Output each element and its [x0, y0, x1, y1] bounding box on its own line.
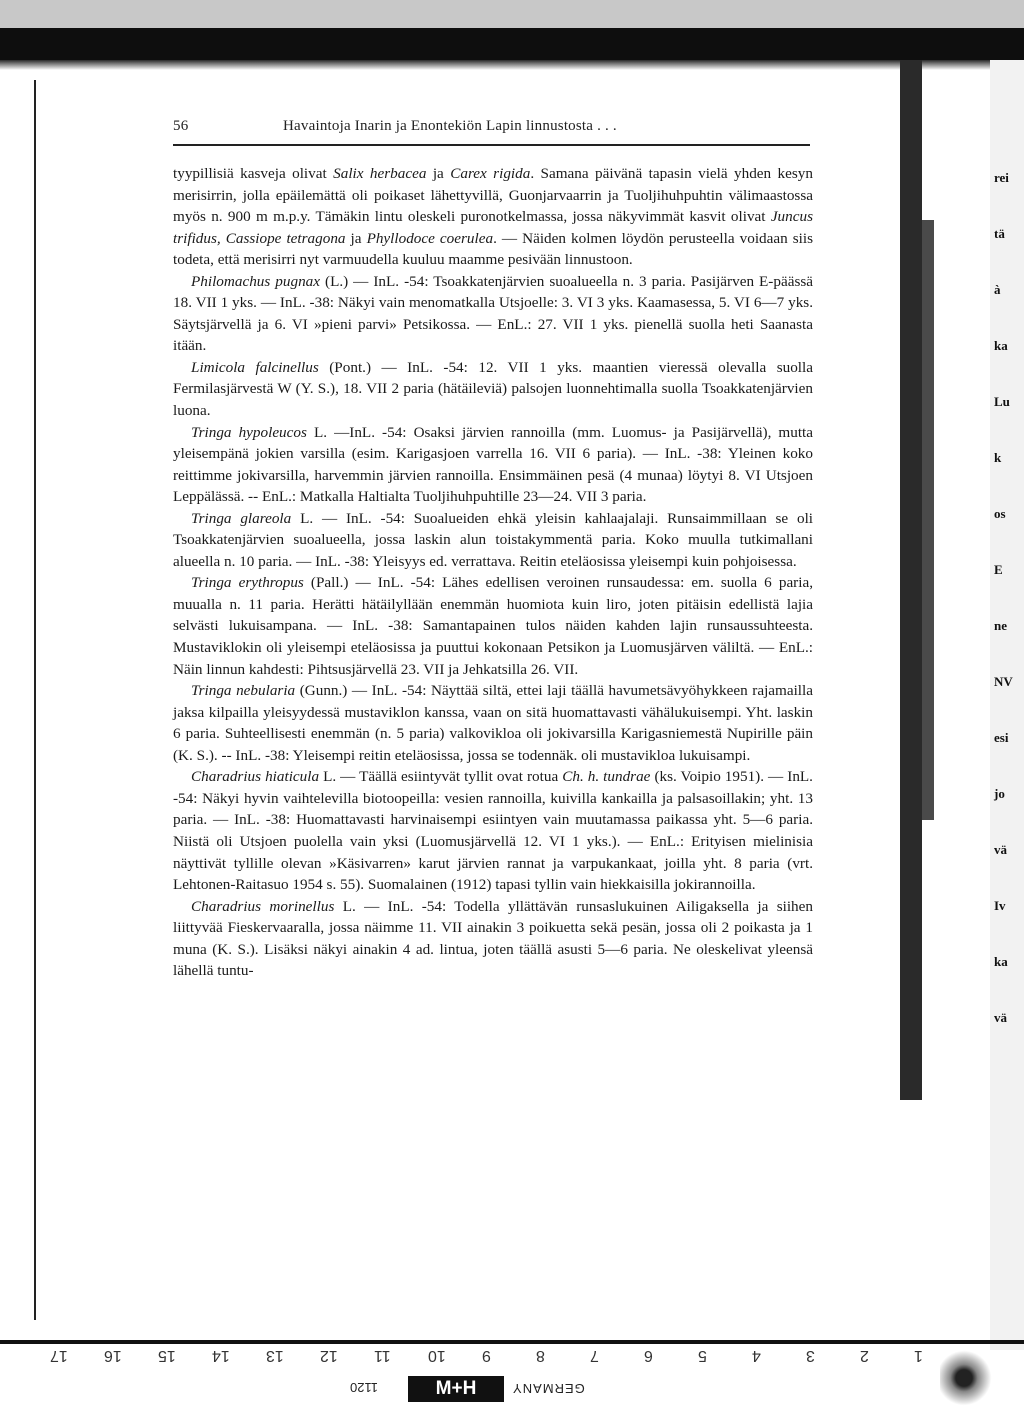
scan-top-edge: [0, 0, 1024, 28]
species-name: Carex rigida: [450, 165, 531, 182]
paragraph: [173, 896, 813, 982]
bleed-fragment: vä: [994, 842, 1007, 857]
scan-left-edge-line: [34, 80, 36, 1320]
bleed-fragment: tä: [994, 226, 1005, 241]
bleed-fragment: ne: [994, 618, 1007, 633]
ruler-number: 15: [158, 1347, 176, 1364]
bleed-fragment: jo: [994, 786, 1005, 801]
ruler-number: 14: [212, 1347, 230, 1364]
bleed-fragment: Iv: [994, 898, 1006, 913]
species-name: Tringa erythropus: [191, 574, 304, 592]
ruler-number: 3: [806, 1347, 815, 1364]
text-run: . — Näiden kolmen löydön perusteella voidaan siis todeta, että merisirri nyt varmuudella kuuluu maamme pesivään linnustoon.: [173, 229, 814, 269]
paragraph: [173, 766, 813, 895]
text-run: L. — InL. -54: Todella yllättävän runsaslukuinen Ailigaksella ja siihen liittyvää Fieskervaaralla, jossa näimme 11. VII ainakin 3 poikuetta sekä pesän, jossa oli 2 poikasta ja 1 muna (K. S.). Lisäksi näkyi ainakin 4 ad. lintua, joten täällä asusti 5—6 paria. Ne oleskelivat yleensä lähellä tuntu-: [173, 897, 813, 980]
ruler-number: 16: [104, 1347, 122, 1364]
species-name: Tringa hypoleucos: [191, 423, 307, 441]
ruler-number: 9: [482, 1347, 491, 1364]
next-page-strip: [990, 60, 1024, 1350]
species-name: Charadrius morinellus: [191, 897, 335, 915]
paragraph: [173, 572, 813, 680]
text-run: (Pall.) — InL. -54: Lähes edellisen veroinen runsaudessa: em. suolla 6 paria, muualla n. 11 paria. Herätti hätäilyllään enemmän huomiota kuin liro, joten pitäisin edellistä lajia selvästi lukuisampana. — InL. -38: Samantapainen tulos näiden kahden lajin runsaussuhteesta. Mustaviklokin oli yleisempi eteläosissa ja puuttui kokonaan Petsikon ja Luomusjärven väliltä. — EnL.: Näin linnun kahdesti: Pihtsusjärvellä 23. VII ja Jehkatsilla 26. VII.: [173, 574, 813, 678]
bleed-fragment: NV: [994, 674, 1013, 689]
paragraph: [173, 357, 813, 422]
species-name: Limicola falcinellus: [191, 358, 319, 376]
scan-top-shadow: [0, 60, 1024, 70]
species-name: Tringa glareola: [191, 509, 292, 527]
bleed-fragment: vä: [994, 1010, 1007, 1025]
text-run: (Gunn.) — InL. -54: Näyttää siltä, ettei laji täällä havumetsävyöhykkeen rajamailla jaksa kilpailla yleisyydessä mustaviklon kanssa, vaan on sitä huomattavasti vähälukuisempi. Yht. laskin 6 paria. Suhteellisesti enemmän (n. 5 paria) valkovikloa oli jokivarsilla Karigasniemestä Nupirille päin (K. S.). -- InL. -38: Yleisempi reitin eteläosissa, jossa se todennäk. oli mustavikloa lukuisampi.: [173, 682, 813, 764]
running-title: Havaintoja Inarin ja Enontekiön Lapin linnustosta . . .: [283, 118, 617, 134]
ruler-number: 1: [914, 1347, 923, 1364]
footer-country: GERMANY: [512, 1381, 585, 1396]
species-name: Phyllodoce coerulea: [366, 229, 494, 247]
text-run: (ks. Voipio 1951). — InL. -54: Näkyi hyvin vaihtelevilla biotoopeilla: vesien rannoilla, kuivilla kankailla ja palsasoillakin; yht. 13 paria. — InL. -38: Huomattavasti harvinaisempi esiintyen vain muutamassa paikassa yht. 5—6 paria. Niistä oli Utsjoen puolella vain yksi (Luomusjärvellä 12. VI 1 yks.). — EnL.: Erityisen mielinisia näyttivät tyllille olevan »Käsivarren» karut järvien rannat ja varpukankaat, joilla yht. 8 paria (vrt. Lehtonen-Raitasuo 1954 s. 55). Suomalainen (1912) tapasi tyllin vain hiekkaisilla jokirannoilla.: [173, 768, 813, 894]
ruler-number: 2: [860, 1347, 869, 1364]
ruler-number: 13: [266, 1347, 284, 1364]
species-name: Philomachus pugnax: [191, 272, 321, 290]
species-name: Salix herbacea: [333, 165, 427, 182]
ruler-number: 5: [698, 1347, 707, 1364]
bleed-fragment: os: [994, 506, 1006, 521]
text-run: ja: [426, 165, 451, 182]
paragraph: [173, 680, 813, 766]
ruler-number: 8: [536, 1347, 545, 1364]
scale-ruler: [40, 1346, 990, 1372]
bleed-fragment: E: [994, 562, 1003, 577]
ruler-number: 11: [374, 1347, 391, 1364]
ruler-number: 7: [590, 1347, 599, 1364]
body-text: [173, 163, 813, 982]
text-run: ja: [345, 229, 367, 247]
bleed-fragment: ka: [994, 338, 1008, 353]
footer-code: 1120: [350, 1380, 378, 1395]
paragraph: [173, 163, 813, 271]
bleed-fragment: esi: [994, 730, 1009, 745]
paragraph: [173, 422, 813, 508]
ruler-number: 12: [320, 1347, 338, 1364]
text-run: L. — Täällä esiintyvät tyllit ovat rotua: [319, 768, 563, 786]
text-run: (Pont.) — InL. -54: 12. VII 1 yks. maantien vieressä olevalla suolla Fermilasjärvestä W (Y. S.), 18. VII 2 paria (hätäileviä) palsojen luonnehtimalla suolla Tsoakkatenjärvien luona.: [173, 358, 813, 420]
text-run: (L.) — InL. -54: Tsoakkatenjärvien suoalueella n. 3 paria. Pasijärven E-päässä 18. VII 1 yks. — InL. -38: Näkyi vain menomatkalla Utsjoelle: 3. VI 3 yks. Kaamasessa, 5. VI 6—7 yks. Säytsjärvellä ja 6. VI »pieni parvi» Petsikossa. — EnL.: 27. VII 1 yks. pienellä suolla heti Saanasta itään.: [173, 272, 814, 355]
paragraph: [173, 271, 813, 357]
paragraph: [173, 508, 813, 573]
species-name: Ch. h. tundrae: [562, 768, 651, 786]
scan-corner-mark: [940, 1350, 1000, 1406]
scan-top-dark-band: [0, 28, 1024, 64]
page-header: [173, 118, 813, 140]
ruler-number: 4: [752, 1347, 761, 1364]
ruler-number: 17: [50, 1347, 68, 1364]
footer-brand-logo: H+M: [408, 1376, 504, 1402]
bleed-fragment: rei: [994, 170, 1009, 185]
bleed-fragment: ka: [994, 954, 1008, 969]
bleed-fragment: à: [994, 282, 1001, 297]
text-run: . Samana päivänä tapasin vielä yhden kesyn merisirrin, jolla epäilemättä oli poikaset lähettyvillä, Guonjarvaarrin ja Tuoljihuhpuhtin välimaastossa myös n. 900 m m.p.y. Tämäkin lintu oleskeli puronotkelmassa, jossa näkyvimmät kasvit olivat: [173, 165, 813, 226]
text-run: L. —InL. -54: Osaksi järvien rannoilla (mm. Luomus- ja Pasijärvellä), mutta yleisempänä jokien varsilla (esim. Karigasjoen varrella 16. VII 6 paria). — InL. -38: Yleinen koko reittimme jokivarsilla, harvemmin järvien rannoilla. Ensimmäinen pesä (4 munaa) löytyi 8. VI Utsjoen Leppälässä. -- EnL.: Matkalla Haltialta Tuoljihuhpuhtille 23—24. VII 3 paria.: [173, 423, 814, 506]
scan-gutter-shadow: [900, 60, 922, 1100]
ruler-number: 10: [428, 1347, 446, 1364]
species-name: Juncus trifidus, Cassiope tetragona: [173, 208, 813, 247]
bleed-fragment: Lu: [994, 394, 1010, 409]
species-name: Tringa nebularia: [191, 682, 296, 700]
bleed-fragment: k: [994, 450, 1002, 465]
text-run: L. — InL. -54: Suoalueiden ehkä yleisin kahlaajalaji. Runsaimmillaan se oli Tsoakkatenjärvien suoalueella, jossa laskin alun toistakymmentä paria. Koko muulla tutkimallani alueella n. 10 paria. — InL. -38: Yleisyys ed. verrattava. Reitin eteläosissa yleisempi kuin pohjoisessa.: [173, 509, 814, 570]
page-number: 56: [173, 118, 189, 134]
ruler-number: 6: [644, 1347, 653, 1364]
scan-bottom-rule: [0, 1340, 1024, 1344]
text-run: tyypillisiä kasveja olivat: [173, 165, 334, 182]
header-rule: [173, 144, 810, 146]
species-name: Charadrius hiaticula: [191, 768, 320, 786]
scan-gutter-shadow-inner: [922, 220, 934, 820]
